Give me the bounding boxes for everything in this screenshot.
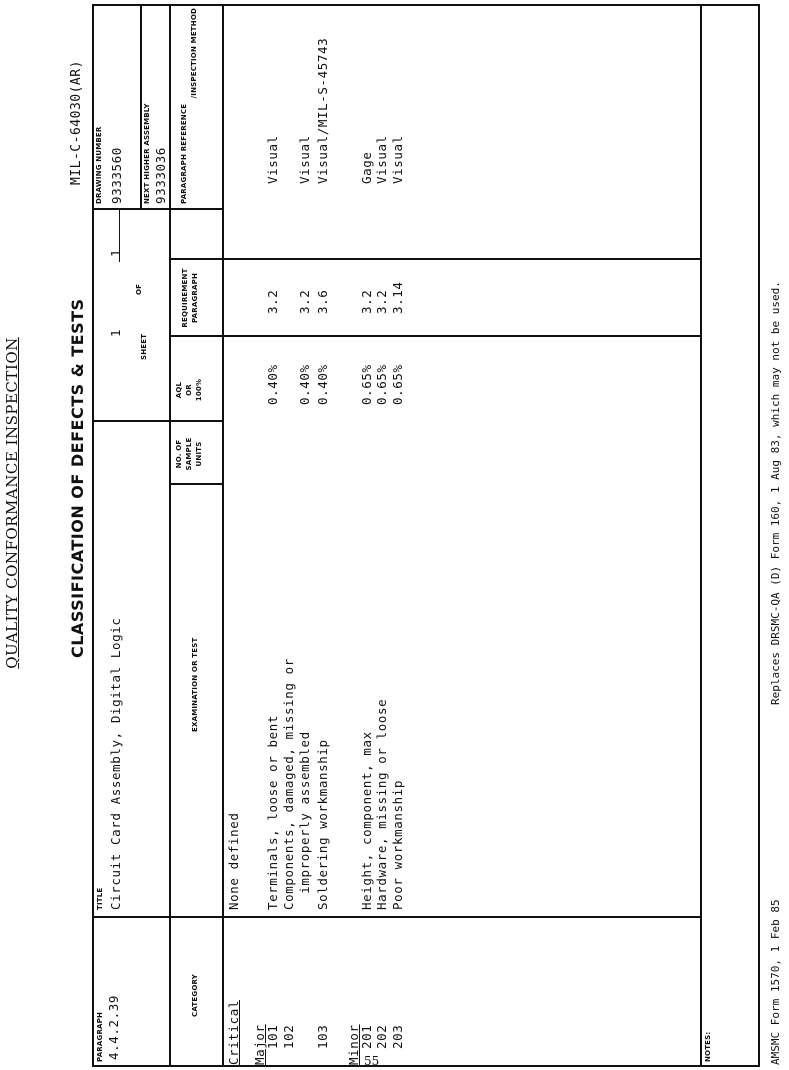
row-exam: Hardware, missing or loose: [374, 698, 389, 910]
col-sample-units: NO. OF SAMPLE UNITS: [175, 437, 203, 471]
row-requirement: 3.2: [374, 289, 389, 314]
row-category: 101: [265, 1024, 280, 1049]
page-number: 55: [364, 1054, 380, 1068]
footer-replaces: Replaces DRSMC-QA (D) Form 160, 1 Aug 83, which may not be used.: [769, 281, 782, 705]
row-aql: 0.40%: [265, 364, 280, 405]
row-aql: 0.65%: [359, 364, 374, 405]
row-exam: Components, damaged, missing or: [281, 658, 296, 910]
row-exam: None defined: [226, 812, 241, 910]
notes-label: NOTES:: [704, 1031, 712, 1062]
form-heading: CLASSIFICATION OF DEFECTS & TESTS: [68, 298, 87, 658]
paragraph-label: PARAGRAPH: [96, 1011, 104, 1062]
col-exam: EXAMINATION OR TEST: [191, 637, 199, 732]
row-requirement: 3.2: [359, 289, 374, 314]
row-exam: improperly assembled: [297, 731, 312, 910]
row-exam: Soldering workmanship: [315, 739, 330, 910]
row-method: Visual: [265, 135, 280, 184]
next-higher-label: NEXT HIGHER ASSEMBLY: [143, 103, 151, 204]
row-category: 202: [374, 1024, 389, 1049]
row-category: 201: [359, 1024, 374, 1049]
row-exam: Height, component, max: [359, 731, 374, 910]
row-method: Visual: [297, 135, 312, 184]
row-requirement: 3.2: [297, 289, 312, 314]
col-aql: AQL OR 100%: [175, 378, 203, 402]
row-category: 103: [315, 1024, 330, 1049]
next-higher-value: 9333036: [153, 147, 168, 204]
row-exam: Poor workmanship: [390, 779, 405, 910]
spec-number: MIL-C-64030(AR): [69, 60, 84, 185]
row-method: Visual/MIL-S-45743: [315, 37, 330, 184]
row-category: Major: [252, 1024, 267, 1065]
row-aql: 0.65%: [390, 364, 405, 405]
row-method: Visual: [374, 135, 389, 184]
row-aql: 0.40%: [297, 364, 312, 405]
col-requirement: REQUIREMENT PARAGRAPH: [181, 268, 199, 328]
row-requirement: 3.6: [315, 289, 330, 314]
row-exam: Terminals, loose or bent: [265, 714, 280, 910]
col-method: PARAGRAPH REFERENCE /INSPECTION METHOD: [180, 8, 198, 204]
row-aql: 0.40%: [315, 364, 330, 405]
row-requirement: 3.14: [390, 281, 405, 314]
sheet-value: 1: [108, 328, 123, 337]
footer-form-id: AMSMC Form 1570, 1 Feb 85: [769, 899, 782, 1065]
sheet-label: SHEET: [140, 333, 148, 360]
row-method: Visual: [390, 135, 405, 184]
row-requirement: 3.2: [265, 289, 280, 314]
row-category: Minor: [346, 1024, 361, 1065]
drawing-number-value: 9333560: [109, 147, 124, 204]
of-value: 1: [108, 248, 123, 257]
row-category: 203: [390, 1024, 405, 1049]
of-label: OF: [135, 283, 143, 295]
section-title: QUALITY CONFORMANCE INSPECTION: [3, 337, 21, 669]
row-aql: 0.65%: [374, 364, 389, 405]
col-category: CATEGORY: [191, 974, 199, 1017]
row-method: Gage: [359, 151, 374, 184]
title-label: TITLE: [96, 887, 104, 910]
row-category: 102: [281, 1024, 296, 1049]
row-category: Critical: [226, 999, 241, 1065]
paragraph-value: 4.4.2.39: [106, 994, 121, 1060]
title-value: Circuit Card Assembly, Digital Logic: [108, 617, 123, 910]
drawing-number-label: DRAWING NUMBER: [95, 126, 103, 204]
